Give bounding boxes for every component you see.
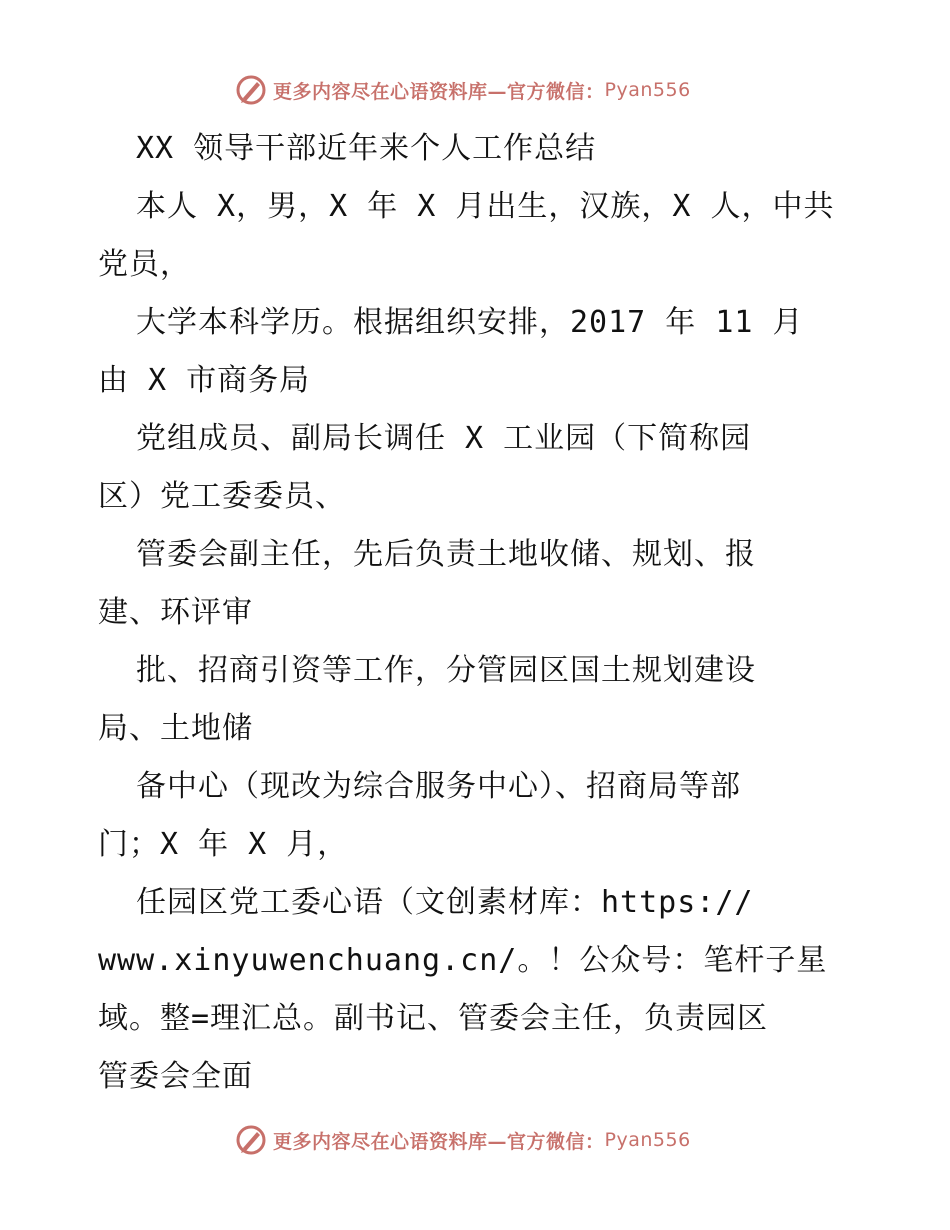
paragraph-line: 任园区党工委心语（文创素材库：https:// [136, 885, 754, 920]
footer-banner-contact: Pyan556 [604, 1129, 691, 1151]
paragraph-line: 门；X 年 X 月， [98, 827, 349, 862]
header-banner-text: 更多内容尽在心语资料库—官方微信： [273, 80, 605, 103]
paragraph-line: 大学本科学历。根据组织安排，2017 年 11 月 [136, 305, 804, 340]
paragraph-line: 建、环评审 [98, 595, 253, 630]
paragraph-line: 本人 X，男，X 年 X 月出生，汉族，X 人，中共 [136, 189, 835, 224]
paragraph-line: 局、土地储 [98, 711, 253, 746]
footer-banner-text: 更多内容尽在心语资料库—官方微信： [273, 1130, 605, 1153]
paragraph-line: 党员， [98, 247, 191, 282]
paragraph-line: 管委会全面 [98, 1059, 253, 1094]
paragraph-line: 由 X 市商务局 [98, 363, 311, 398]
footer-banner [235, 1122, 755, 1158]
header-banner-contact: Pyan556 [604, 79, 691, 101]
paragraph-line: 域。整=理汇总。副书记、管委会主任，负责园区 [98, 1001, 769, 1036]
paragraph-line: www.xinyuwenchuang.cn/。！公众号：笔杆子星 [98, 943, 828, 978]
paragraph-line: 党组成员、副局长调任 X 工业园（下简称园 [136, 421, 752, 456]
document-title: XX 领导干部近年来个人工作总结 [136, 131, 597, 166]
document-body [98, 120, 838, 1106]
paragraph-line: 区）党工委委员、 [98, 479, 346, 514]
paragraph-line: 管委会副主任，先后负责土地收储、规划、报 [136, 537, 756, 572]
paragraph-line: 批、招商引资等工作，分管园区国土规划建设 [136, 653, 756, 688]
pen-logo-icon [235, 1124, 267, 1156]
pen-logo-icon [235, 74, 267, 106]
paragraph-line: 备中心（现改为综合服务中心）、招商局等部 [136, 769, 741, 804]
header-banner [235, 72, 755, 108]
